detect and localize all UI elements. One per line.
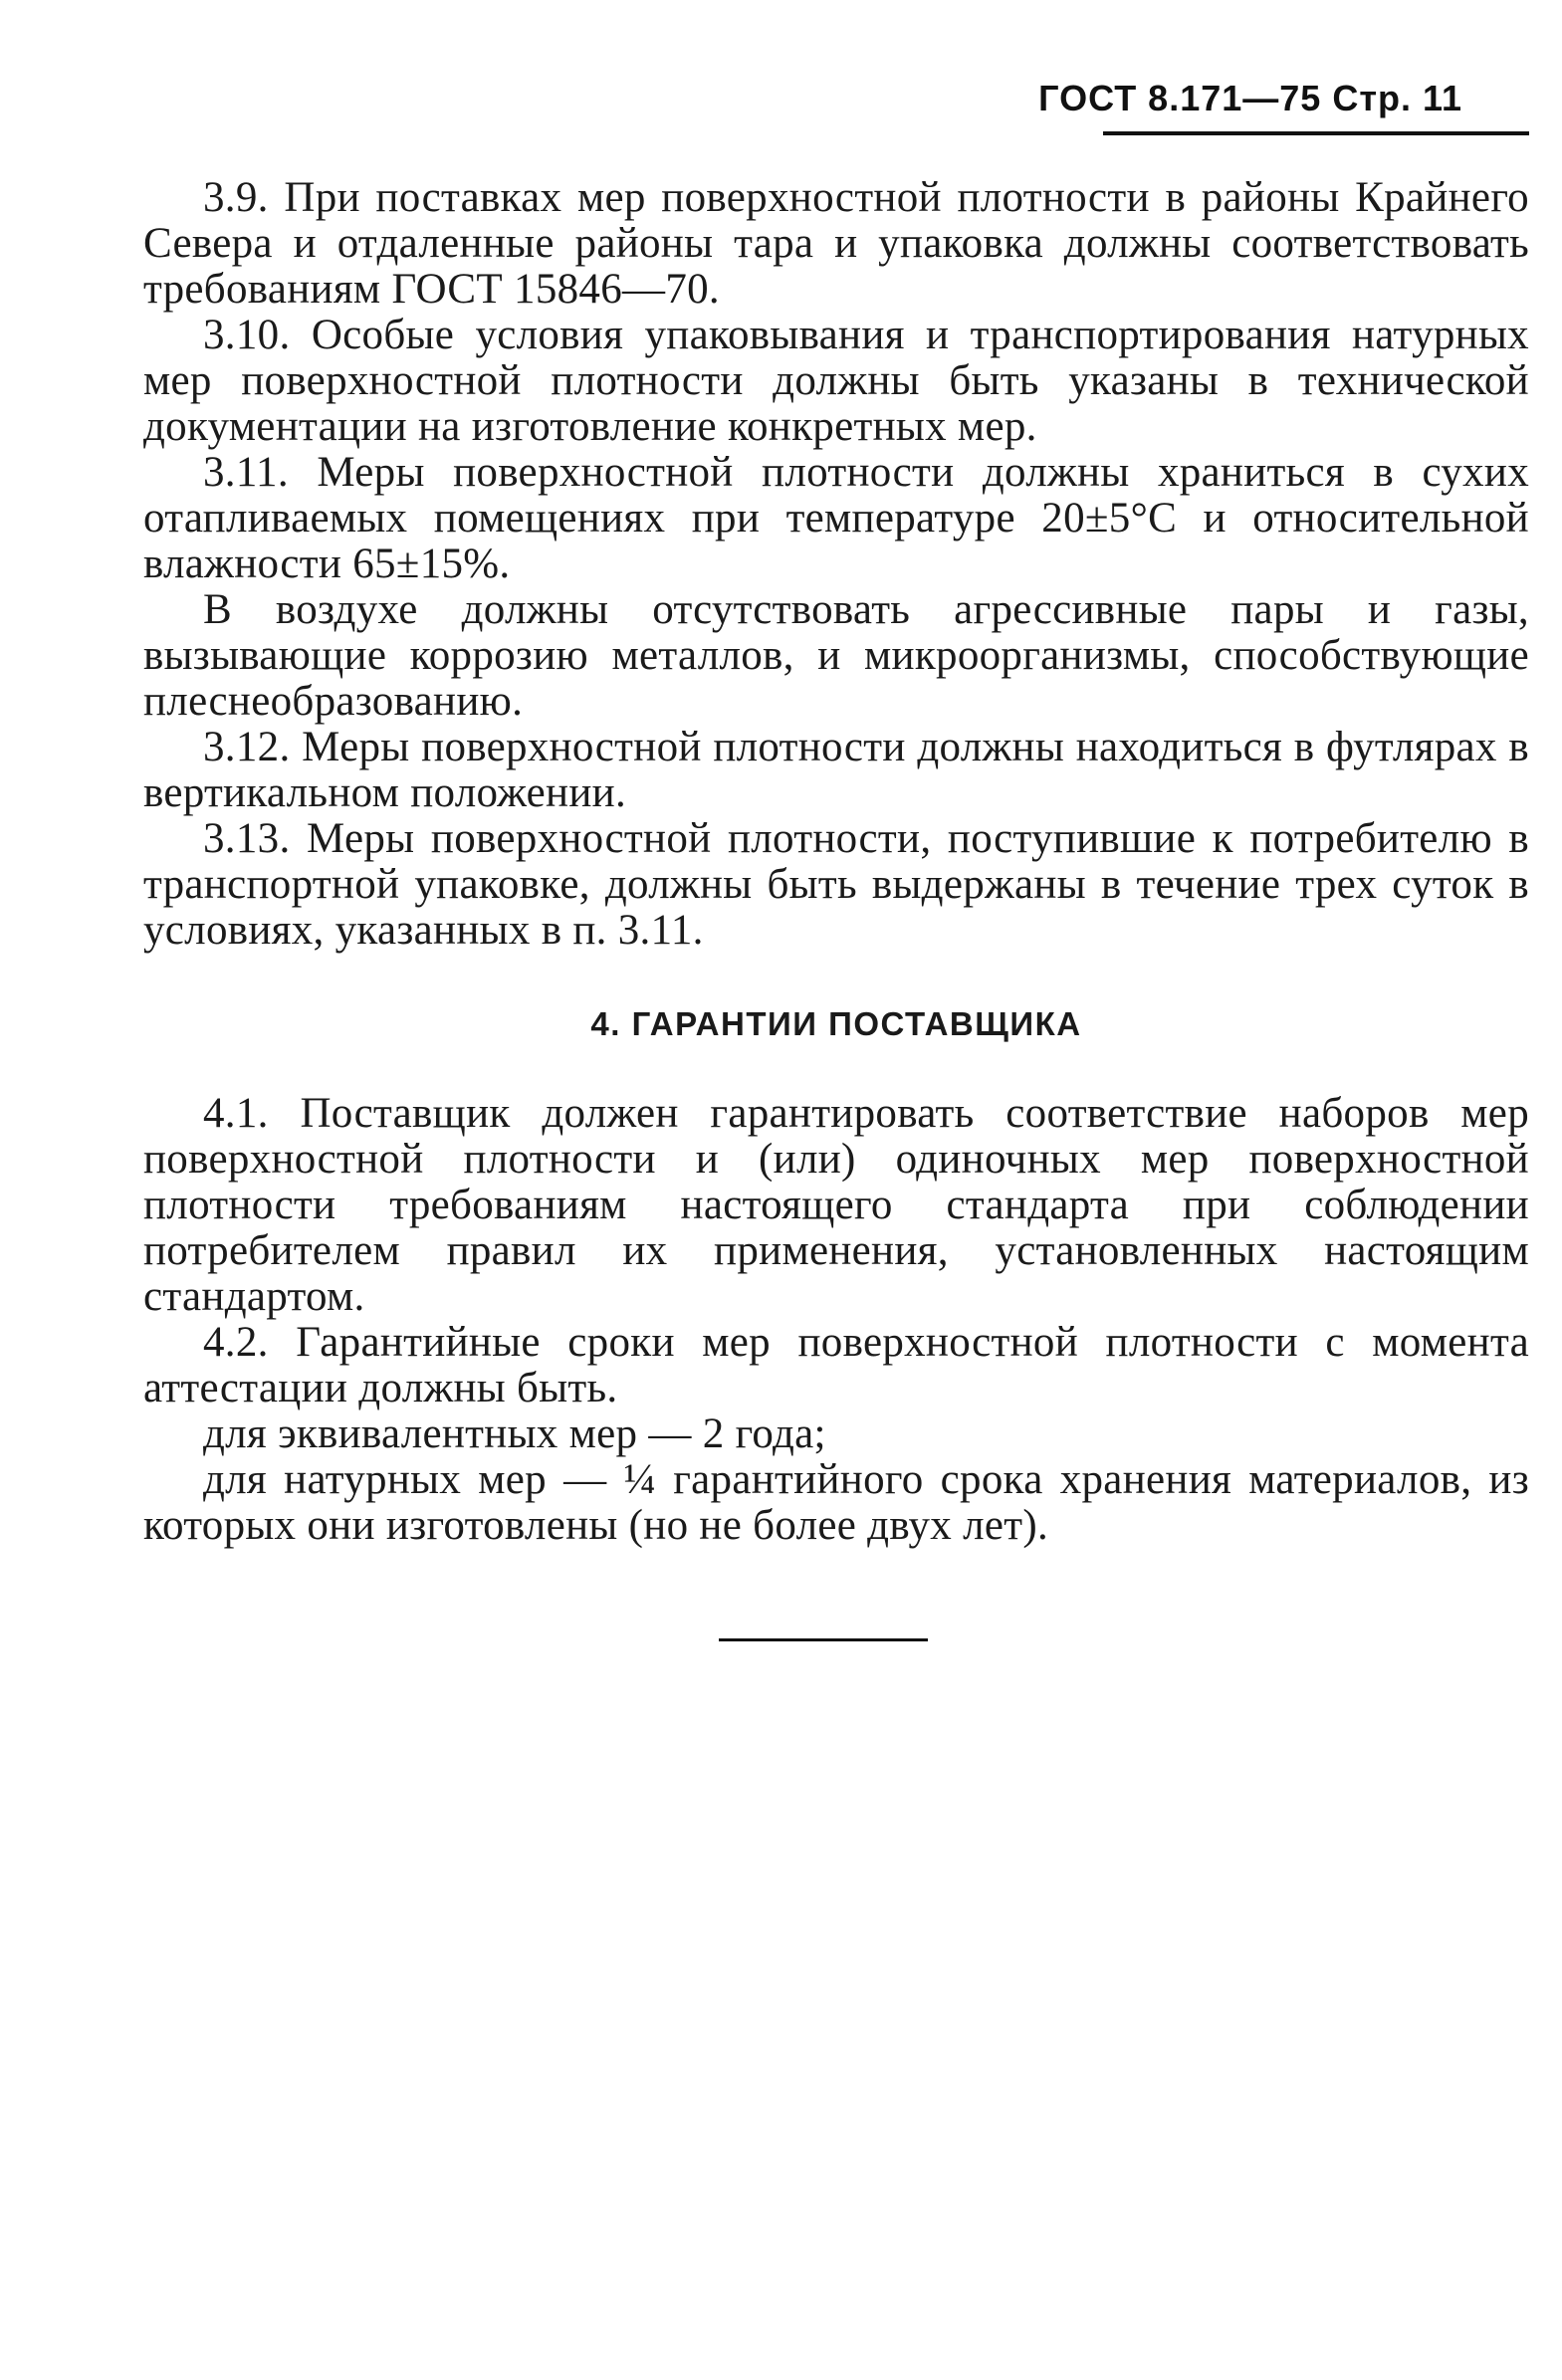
paragraph-3-9: 3.9. При поставках мер поверхностной плотности в районы Крайнего Севера и отдаленные районы тара и упаковка должны соответствовать требованиям ГОСТ 15846—70.	[143, 174, 1529, 313]
paragraph-3-12: 3.12. Меры поверхностной плотности должны находиться в футлярах в вертикальном положении.	[143, 724, 1529, 816]
paragraph-3-13: 3.13. Меры поверхностной плотности, поступившие к потребителю в транспортной упаковке, должны быть выдержаны в течение трех суток в условиях, указанных в п. 3.11.	[143, 815, 1529, 954]
paragraph-air-conditions: В воздухе должны отсутствовать агрессивные пары и газы, вызывающие коррозию металлов, и микроорганизмы, способствующие плеснеобразованию.	[143, 586, 1529, 725]
document-body	[143, 175, 1529, 1549]
paragraph-4-2: 4.2. Гарантийные сроки мер поверхностной плотности с момента аттестации должны быть.	[143, 1319, 1529, 1411]
paragraph-4-1: 4.1. Поставщик должен гарантировать соответствие наборов мер поверхностной плотности и (или) одиночных мер поверхностной плотности требованиям настоящего стандарта при соблюдении потребителем правил их применения, установленных настоящим стандартом.	[143, 1090, 1529, 1320]
header-rule	[1103, 131, 1529, 135]
end-rule	[719, 1638, 928, 1641]
list-item-equivalent-measures: для эквивалентных мер — 2 года;	[203, 1410, 826, 1457]
list-item-natural-measures: для натурных мер — ¼ гарантийного срока хранения материалов, из которых они изготовлены (но не более двух лет).	[143, 1456, 1529, 1549]
paragraph-3-11: 3.11. Меры поверхностной плотности должны храниться в сухих отапливаемых помещениях при температуре 20±5°С и относительной влажности 65±15%.	[143, 449, 1529, 587]
section-4-title: 4. ГАРАНТИИ ПОСТАВЩИКА	[590, 1005, 1082, 1042]
page-header: ГОСТ 8.171—75 Стр. 11	[1038, 78, 1462, 118]
paragraph-3-10: 3.10. Особые условия упаковывания и транспортирования натурных мер поверхностной плотности должны быть указаны в технической документации на изготовление конкретных мер.	[143, 312, 1529, 450]
